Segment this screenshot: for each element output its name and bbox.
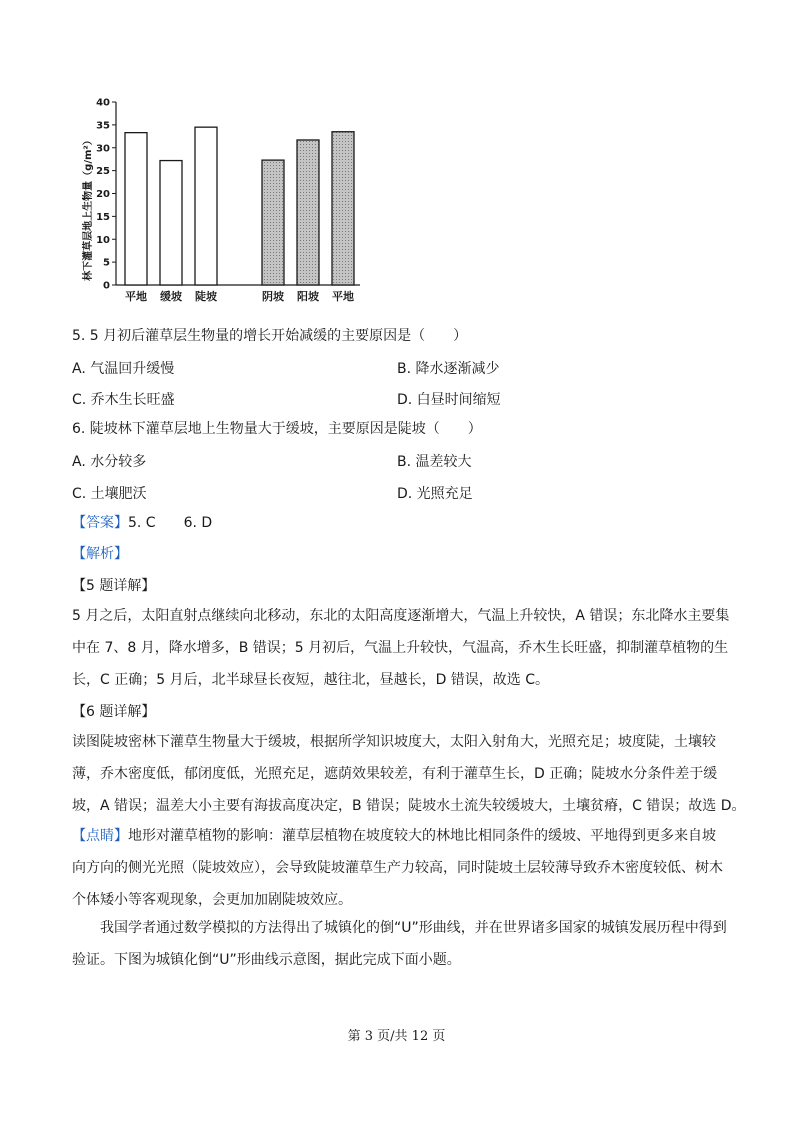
answer-text: 5. C 6. D bbox=[128, 515, 213, 531]
q5-stem: 5. 5 月初后灌草层生物量的增长开始减缓的主要原因是（ ） bbox=[72, 328, 468, 344]
x-tick-label: 阳坡 bbox=[297, 290, 319, 303]
intro-line: 我国学者通过数学模拟的方法得出了城镇化的倒“U”形曲线，并在世界诸多国家的城镇发展历程中得到 bbox=[100, 920, 727, 936]
intro-line: 验证。下图为城镇化倒“U”形曲线示意图，据此完成下面小题。 bbox=[72, 952, 461, 968]
x-tick-label: 平地 bbox=[332, 290, 354, 303]
tip-line: 向方向的侧光光照（陡坡效应），会导致陡坡灌草生产力较高，同时陡坡土层较薄导致乔木密度较低、树木 bbox=[72, 860, 723, 876]
y-tick-label: 25 bbox=[96, 166, 110, 178]
x-tick-label: 平地 bbox=[125, 290, 147, 303]
y-tick-label: 30 bbox=[96, 143, 110, 155]
q5-option-a[interactable]: A. 气温回升缓慢 bbox=[72, 361, 175, 377]
tip-text bbox=[72, 820, 732, 916]
y-tick-label: 0 bbox=[103, 280, 110, 292]
bar bbox=[160, 161, 182, 285]
answer-label: 【答案】 bbox=[72, 515, 128, 531]
y-axis-label: 林下灌草层地上生物量（g/m²） bbox=[83, 135, 94, 281]
detail-6-line: 薄，乔木密度低，郁闭度低，光照充足，遮荫效果较差，有利于灌草生长，D 正确；陡坡水分条件差于缓 bbox=[72, 766, 718, 782]
detail-6-text bbox=[72, 726, 746, 822]
bar bbox=[262, 160, 284, 285]
y-tick-label: 40 bbox=[96, 97, 110, 109]
q6-option-a[interactable]: A. 水分较多 bbox=[72, 454, 147, 470]
intro-text bbox=[72, 912, 730, 976]
analysis-label: 【解析】 bbox=[72, 546, 128, 562]
x-tick-label: 陡坡 bbox=[195, 290, 217, 303]
bar bbox=[195, 127, 217, 285]
x-tick-label: 阴坡 bbox=[262, 290, 284, 303]
y-tick-label: 15 bbox=[96, 211, 110, 223]
y-tick-label: 20 bbox=[96, 189, 110, 200]
q5-option-d[interactable]: D. 白昼时间缩短 bbox=[397, 392, 501, 408]
detail-5-text bbox=[72, 600, 732, 696]
detail-5-line: 5 月之后，太阳直射点继续向北移动，东北的太阳高度逐渐增大，气温上升较快，A 错误；东北降水主要集 bbox=[72, 608, 730, 624]
q6-option-b[interactable]: B. 温差较大 bbox=[397, 454, 472, 470]
q6-option-c[interactable]: C. 土壤肥沃 bbox=[72, 486, 147, 502]
q5-option-c[interactable]: C. 乔木生长旺盛 bbox=[72, 392, 175, 408]
detail-6-line: 坡，A 错误；温差大小主要有海拔高度决定，B 错误；陡坡水土流失较缓坡大，土壤贫瘠，C 错误；故选 D。 bbox=[72, 798, 746, 814]
detail-5-line: 长，C 正确；5 月后，北半球昼长夜短，越往北，昼越长，D 错误，故选 C。 bbox=[72, 672, 550, 688]
y-tick-label: 35 bbox=[96, 120, 110, 132]
detail-5-line: 中在 7、8 月，降水增多，B 错误；5 月初后，气温上升较快，气温高，乔木生长旺盛，抑制灌草植物的生 bbox=[72, 640, 729, 656]
bar bbox=[332, 132, 354, 285]
page-footer: 第 3 页/共 12 页 bbox=[347, 1029, 446, 1044]
answer-line bbox=[72, 513, 212, 533]
q5-option-b[interactable]: B. 降水逐渐减少 bbox=[397, 361, 500, 377]
tip-line: 【点睛】地形对灌草植物的影响：灌草层植物在坡度较大的林地比相同条件的缓坡、平地得到更多来自坡 bbox=[72, 828, 716, 844]
detail-6-label: 【6 题详解】 bbox=[72, 704, 156, 720]
x-tick-label: 缓坡 bbox=[160, 290, 182, 303]
y-tick-label: 5 bbox=[103, 257, 110, 269]
detail-5-label: 【5 题详解】 bbox=[72, 578, 156, 594]
tip-line: 个体矮小等客观现象，会更加加剧陡坡效应。 bbox=[72, 892, 352, 908]
q6-option-d[interactable]: D. 光照充足 bbox=[397, 486, 473, 502]
biomass-bar-chart bbox=[78, 90, 378, 315]
y-tick-label: 10 bbox=[96, 234, 110, 246]
bar bbox=[297, 140, 319, 285]
q6-stem: 6. 陡坡林下灌草层地上生物量大于缓坡，主要原因是陡坡（ ） bbox=[72, 421, 482, 437]
tip-label: 【点睛】 bbox=[72, 828, 128, 844]
bar bbox=[125, 133, 147, 285]
detail-6-line: 读图陡坡密林下灌草生物量大于缓坡，根据所学知识坡度大，太阳入射角大，光照充足；坡度陡，土壤较 bbox=[72, 734, 716, 750]
